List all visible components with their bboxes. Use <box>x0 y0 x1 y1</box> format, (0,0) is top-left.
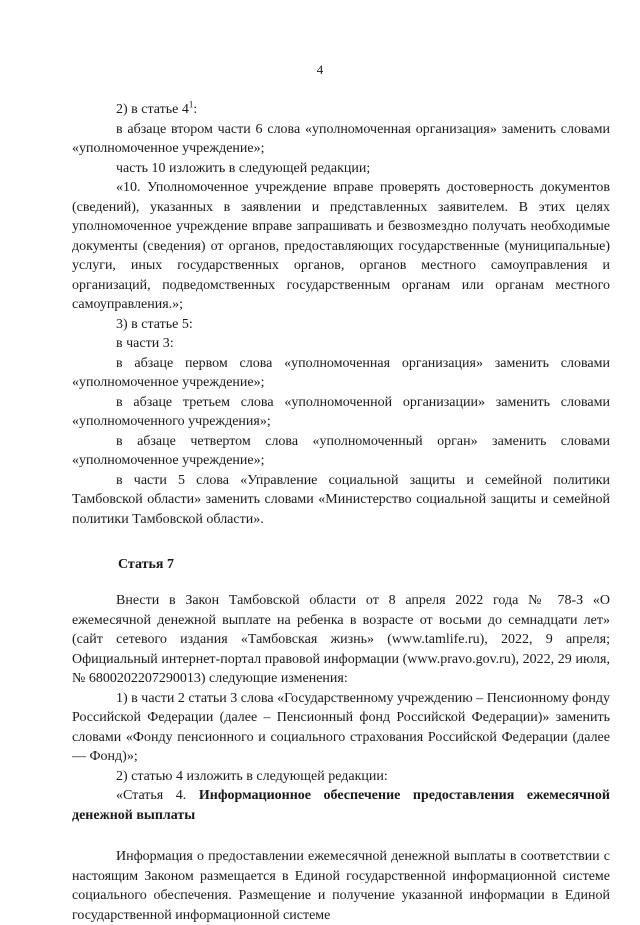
quoted-article-title: Информационное обеспечение предоставления ежемесячной денежной выплаты <box>72 788 610 823</box>
paragraph: в абзаце втором части 6 слова «уполномоченная организация» заменить словами «уполномоченное учреждение»; <box>72 121 610 156</box>
quoted-article-prefix: «Статья 4. <box>116 788 199 803</box>
paragraph: Информация о предоставлении ежемесячной денежной выплаты в соответствии с настоящим Законом размещается в Единой государственной информационной системе социального обеспечения. Размещение и получение указанной информации в Единой государственной информационной системе <box>72 849 610 923</box>
paragraph: Внести в Закон Тамбовской области от 8 апреля 2022 года № 78-З «О ежемесячной денежной выплате на ребенка в возрасте от восьми до семнадцати лет» (сайт сетевого издания «Тамбовская жизнь» (www.tamlife.ru), 2022, 9 апреля; Официальный интернет-портал правовой информации (www.pravo.gov.ru), 2022, 29 июля, № 6800202207290013) следующие изменения: <box>72 593 610 686</box>
document-body <box>72 100 610 925</box>
paragraph: 1) в части 2 статьи 3 слова «Государственному учреждению – Пенсионному фонду Российской Федерации (далее – Пенсионный фонд Российской Федерации)» заменить словами «Фонду пенсионного и социального страхования Российской Федерации (далее — Фонд)»; <box>72 690 610 764</box>
paragraph-text: 2) в статье 4 <box>116 102 189 117</box>
paragraph: в части 3: <box>116 336 174 351</box>
superscript: 1 <box>188 99 194 110</box>
quoted-article-heading <box>72 786 610 825</box>
paragraph: «10. Уполномоченное учреждение вправе проверять достоверность документов (сведений), указанных в заявлении и представленных заявителем. В этих целях уполномоченное учреждение вправе запрашивать и безвозмездно получать необходимые документы (сведения) от органов, предоставляющих государственные (муниципальные) услуги, иных государственных органов, органов местного самоуправления и организаций, подведомственных государственным органам или органам местного самоуправления.»; <box>72 180 610 312</box>
paragraph-text: : <box>193 102 198 117</box>
paragraph: в абзаце третьем слова «уполномоченной организации» заменить словами «уполномоченного учреждения»; <box>72 394 610 429</box>
paragraph: в абзаце четвертом слова «уполномоченный орган» заменить словами «уполномоченное учреждение»; <box>72 433 610 468</box>
paragraph: в части 5 слова «Управление социальной защиты и семейной политики Тамбовской области» заменить словами «Министерство социальной защиты и семейной политики Тамбовской области». <box>72 472 610 527</box>
article-heading: Статья 7 <box>118 557 174 572</box>
paragraph: 3) в статье 5: <box>116 316 193 332</box>
paragraph: часть 10 изложить в следующей редакции; <box>116 160 371 176</box>
paragraph-article4-intro <box>72 100 610 120</box>
paragraph: в абзаце первом слова «уполномоченная организация» заменить словами «уполномоченное учреждение»; <box>72 355 610 390</box>
paragraph: 2) статью 4 изложить в следующей редакции: <box>116 768 388 784</box>
page-number: 4 <box>316 62 324 77</box>
